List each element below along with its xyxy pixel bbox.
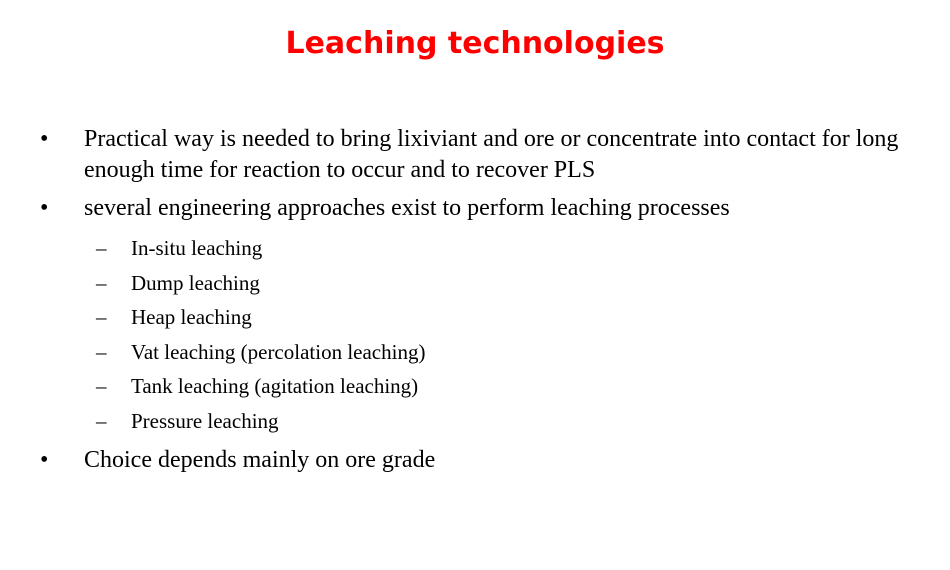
sub-bullet-item (40, 231, 930, 266)
bullet-item (40, 445, 930, 476)
sub-bullet-text: Dump leaching (131, 270, 260, 295)
sub-bullet-marker: – (96, 305, 107, 330)
sub-bullet-item (40, 300, 930, 335)
bullet-item (40, 124, 930, 186)
bullet-item (40, 193, 930, 224)
sub-bullet-list (40, 231, 930, 439)
sub-bullet-text: Heap leaching (131, 305, 252, 330)
bullet-text: Choice depends mainly on ore grade (84, 446, 436, 473)
sub-bullet-marker: – (96, 408, 107, 433)
sub-bullet-marker: – (96, 374, 107, 399)
sub-bullet-marker: – (96, 339, 107, 364)
sub-bullet-text: In-situ leaching (131, 236, 263, 260)
bullet-list (40, 124, 930, 483)
sub-bullet-item (40, 335, 930, 370)
sub-bullet-item (40, 404, 930, 439)
sub-bullet-marker: – (96, 270, 107, 295)
slide-title: Leaching technologies (285, 26, 665, 61)
sub-bullet-text: Tank leaching (agitation leaching) (131, 374, 419, 399)
sub-bullet-text: Pressure leaching (131, 408, 279, 433)
bullet-marker: • (40, 195, 49, 221)
sub-bullet-item (40, 266, 930, 301)
bullet-marker: • (40, 446, 49, 473)
bullet-text: Practical way is needed to bring lixiviant and ore or concentrate into contact for long enough time for reaction to occur and to recover PLS (84, 126, 899, 183)
bullet-marker: • (40, 126, 49, 152)
bullet-text: several engineering approaches exist to perform leaching processes (84, 195, 730, 221)
sub-bullet-item (40, 369, 930, 404)
sub-bullet-marker: – (96, 236, 107, 260)
sub-bullet-text: Vat leaching (percolation leaching) (131, 339, 426, 364)
